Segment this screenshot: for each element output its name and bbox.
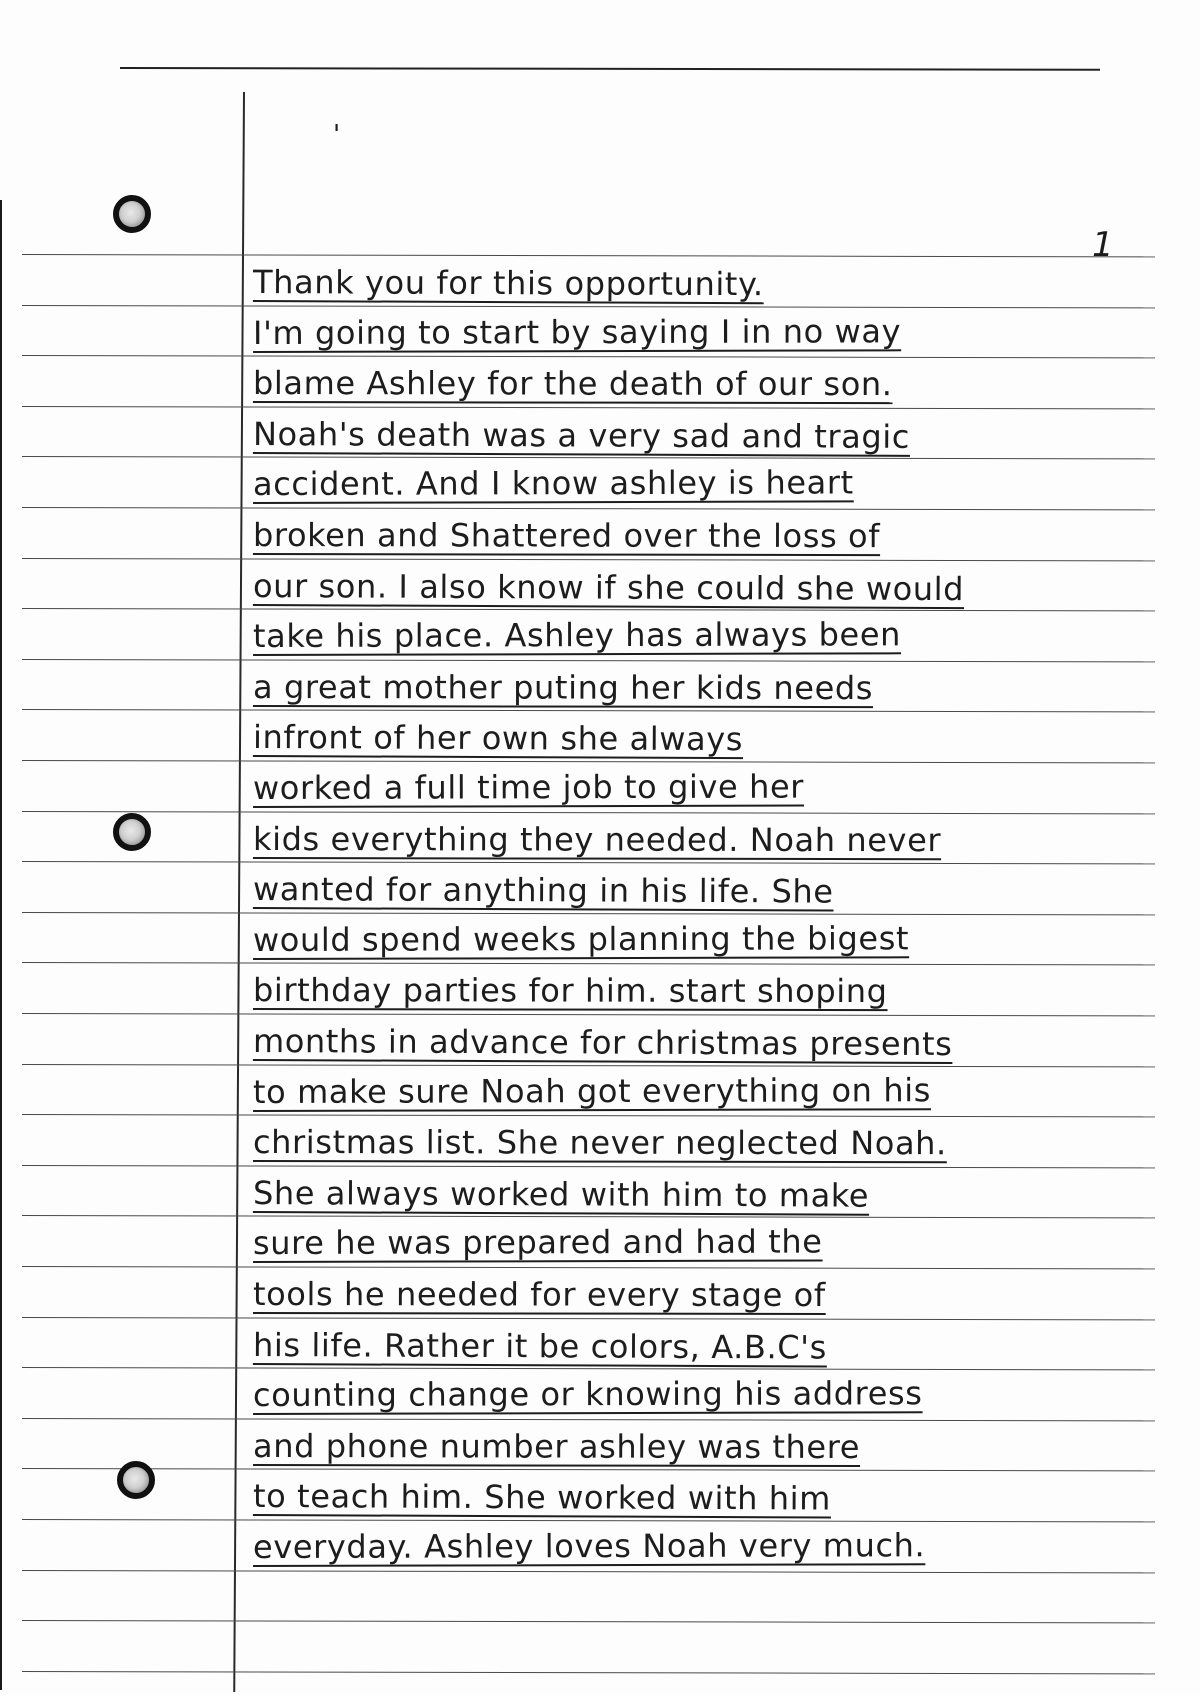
- letter-line: to teach him. She worked with him: [252, 1477, 832, 1518]
- letter-line: infront of her own she always: [252, 718, 744, 759]
- ruled-line: [22, 659, 1155, 662]
- ruled-line: [22, 1519, 1155, 1522]
- ruled-line: [22, 456, 1155, 459]
- stray-pen-mark: ': [333, 120, 341, 150]
- ruled-line: [22, 254, 1155, 257]
- ruled-line: [22, 406, 1155, 409]
- top-edge-rule: [120, 67, 1100, 71]
- letter-line: Noah's death was a very sad and tragic: [252, 414, 911, 456]
- letter-line: counting change or knowing his address: [252, 1374, 923, 1415]
- letter-line: our son. I also know if she could she would: [252, 566, 965, 608]
- ruled-line: [22, 1215, 1155, 1218]
- ruled-line: [22, 1671, 1155, 1674]
- binder-hole-bottom: [117, 1461, 155, 1499]
- ruled-line: [22, 760, 1155, 763]
- ruled-line: [22, 1064, 1155, 1067]
- letter-line: wanted for anything in his life. She: [252, 870, 834, 911]
- binder-hole-top: [113, 195, 151, 233]
- letter-line: Thank you for this opportunity.: [252, 263, 764, 304]
- page-number: 1: [1092, 225, 1114, 265]
- letter-line: months in advance for christmas presents: [252, 1022, 953, 1064]
- letter-line: everyday. Ashley loves Noah very much.: [252, 1526, 926, 1566]
- ruled-line: [22, 1114, 1155, 1117]
- letter-line: blame Ashley for the death of our son.: [252, 364, 893, 404]
- ruled-line: [22, 811, 1155, 814]
- ruled-line: [22, 1570, 1155, 1573]
- letter-line: a great mother puting her kids needs: [252, 667, 874, 707]
- ruled-line: [22, 558, 1155, 561]
- letter-line: would spend weeks planning the bigest: [252, 919, 910, 959]
- binder-hole-middle: [113, 813, 151, 851]
- ruled-line: [22, 608, 1155, 611]
- ruled-line: [22, 861, 1155, 864]
- ruled-line: [22, 709, 1155, 712]
- ruled-line: [22, 1367, 1155, 1370]
- letter-line: sure he was prepared and had the: [252, 1222, 823, 1263]
- letter-line: take his place. Ashley has always been: [252, 615, 902, 656]
- letter-line: to make sure Noah got everything on his: [252, 1070, 932, 1111]
- ruled-line: [22, 1266, 1155, 1269]
- ruled-line: [22, 1317, 1155, 1320]
- ruled-line: [22, 1418, 1155, 1421]
- letter-line: christmas list. She never neglected Noah.: [252, 1123, 947, 1163]
- letter-line: broken and Shattered over the loss of: [252, 516, 881, 556]
- letter-line: his life. Rather it be colors, A.B.C's: [252, 1325, 827, 1367]
- letter-line: accident. And I know ashley is heart: [252, 463, 854, 504]
- letter-line: tools he needed for every stage of: [252, 1275, 826, 1314]
- ruled-line: [22, 1620, 1155, 1623]
- letter-line: birthday parties for him. start shoping: [252, 971, 888, 1011]
- letter-line: and phone number ashley was there: [252, 1426, 861, 1466]
- letter-line: worked a full time job to give her: [252, 767, 805, 807]
- ruled-line: [22, 507, 1155, 510]
- ruled-line: [22, 305, 1155, 308]
- letter-line: kids everything they needed. Noah never: [252, 819, 942, 859]
- margin-line: [233, 92, 245, 1692]
- ruled-line: [22, 1468, 1155, 1471]
- page-left-edge: [0, 200, 2, 1690]
- ruled-line: [22, 1165, 1155, 1168]
- letter-line: I'm going to start by saying I in no way: [252, 311, 902, 352]
- letter-line: She always worked with him to make: [252, 1173, 870, 1215]
- ruled-line: [22, 962, 1155, 965]
- ruled-line: [22, 355, 1155, 358]
- ruled-line: [22, 1013, 1155, 1016]
- ruled-line: [22, 912, 1155, 915]
